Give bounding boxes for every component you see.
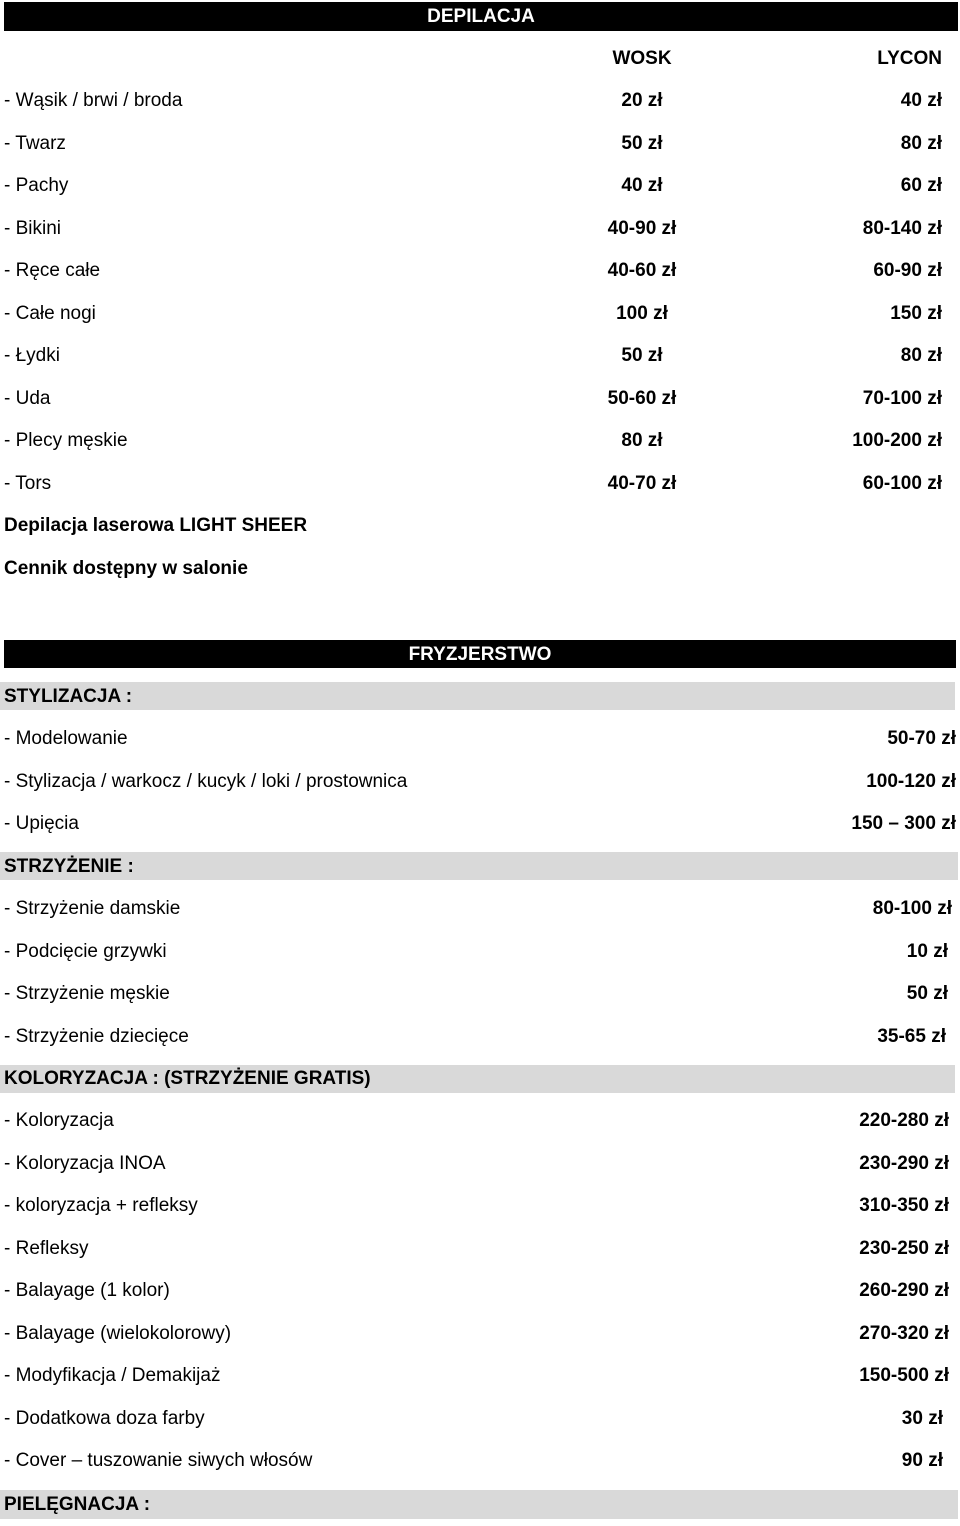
list-item — [0, 420, 960, 462]
item-label: - Uda — [4, 388, 51, 409]
list-item — [0, 1100, 960, 1142]
item-label: - Wąsik / brwi / broda — [4, 90, 183, 111]
fryzjerstwo-title: FRYZJERSTWO — [408, 644, 552, 665]
item-label: - Twarz — [4, 133, 66, 154]
list-item — [0, 973, 960, 1015]
depilacja-header-bar — [4, 2, 958, 31]
item-label: - Ręce całe — [4, 260, 101, 281]
list-item — [0, 165, 960, 207]
item-label: - Pachy — [4, 175, 69, 196]
wosk-price: 100 zł — [616, 303, 668, 324]
wosk-price: 50-60 zł — [607, 388, 677, 409]
item-label: - Bikini — [4, 218, 62, 239]
lycon-price: 70-100 zł — [862, 388, 942, 409]
item-price: 30 zł — [901, 1408, 943, 1429]
item-price: 35-65 zł — [877, 1026, 946, 1047]
list-item — [0, 1016, 960, 1058]
item-price: 270-320 zł — [859, 1323, 949, 1344]
item-label: - Refleksy — [4, 1238, 89, 1259]
wosk-price: 40-60 zł — [607, 260, 677, 281]
stylizacja-header-row — [0, 676, 960, 718]
item-price: 310-350 zł — [859, 1195, 949, 1216]
list-item — [0, 123, 960, 165]
col-wosk-header: WOSK — [612, 48, 672, 69]
strzyzenie-header-row — [0, 846, 960, 888]
wosk-price: 40-70 zł — [607, 473, 677, 494]
pielegnacja-header: PIELĘGNACJA : — [4, 1494, 151, 1515]
pielegnacja-header-row — [0, 1484, 960, 1526]
list-item — [0, 1143, 960, 1185]
wosk-price: 50 zł — [621, 133, 663, 154]
item-label: - Plecy męskie — [4, 430, 128, 451]
item-price: 220-280 zł — [859, 1110, 949, 1131]
item-label: - Dodatkowa doza farby — [4, 1408, 205, 1429]
item-label: - Balayage (wielokolorowy) — [4, 1323, 232, 1344]
list-item — [0, 378, 960, 420]
list-item — [0, 1398, 960, 1440]
list-item — [0, 888, 960, 930]
item-price: 150-500 zł — [859, 1365, 949, 1386]
item-label: - koloryzacja + refleksy — [4, 1195, 198, 1216]
item-price: 50-70 zł — [887, 728, 956, 749]
laser-note: Cennik dostępny w salonie — [4, 558, 248, 579]
item-label: - Modyfikacja / Demakijaż — [4, 1365, 221, 1386]
laser-note-row — [0, 548, 960, 590]
depilacja-column-headers — [0, 38, 960, 80]
item-price: 90 zł — [901, 1450, 943, 1471]
lycon-price: 60-100 zł — [862, 473, 942, 494]
item-price: 150 – 300 zł — [851, 813, 956, 834]
depilacja-title: DEPILACJA — [427, 6, 535, 27]
list-item — [0, 803, 960, 845]
list-item — [0, 761, 960, 803]
item-price: 80-100 zł — [872, 898, 952, 919]
item-price: 50 zł — [906, 983, 948, 1004]
wosk-price: 40 zł — [621, 175, 663, 196]
lycon-price: 100-200 zł — [852, 430, 942, 451]
lycon-price: 80 zł — [900, 133, 942, 154]
lycon-price: 80-140 zł — [862, 218, 942, 239]
fryzjerstwo-header-bar — [4, 640, 956, 668]
wosk-price: 50 zł — [621, 345, 663, 366]
list-item — [0, 931, 960, 973]
list-item — [0, 293, 960, 335]
laser-title: Depilacja laserowa LIGHT SHEER — [4, 515, 308, 536]
stylizacja-header: STYLIZACJA : — [4, 686, 133, 707]
list-item — [0, 1440, 960, 1482]
list-item — [0, 463, 960, 505]
wosk-price: 20 zł — [621, 90, 663, 111]
list-item — [0, 1355, 960, 1397]
item-label: - Modelowanie — [4, 728, 128, 749]
item-label: - Strzyżenie męskie — [4, 983, 170, 1004]
koloryzacja-header: KOLORYZACJA : (STRZYŻENIE GRATIS) — [4, 1068, 371, 1089]
item-label: - Cover – tuszowanie siwych włosów — [4, 1450, 313, 1471]
item-label: - Tors — [4, 473, 52, 494]
item-label: - Podcięcie grzywki — [4, 941, 167, 962]
strzyzenie-header: STRZYŻENIE : — [4, 856, 134, 877]
list-item — [0, 80, 960, 122]
item-label: - Łydki — [4, 345, 60, 366]
item-price: 10 zł — [906, 941, 948, 962]
col-lycon-header: LYCON — [877, 48, 942, 69]
laser-title-row — [0, 505, 960, 547]
item-label: - Koloryzacja INOA — [4, 1153, 166, 1174]
list-item — [0, 1313, 960, 1355]
item-label: - Strzyżenie dziecięce — [4, 1026, 189, 1047]
item-price: 230-250 zł — [859, 1238, 949, 1259]
lycon-price: 60 zł — [900, 175, 942, 196]
koloryzacja-header-row — [0, 1058, 960, 1100]
lycon-price: 150 zł — [890, 303, 942, 324]
wosk-price: 80 zł — [621, 430, 663, 451]
item-price: 260-290 zł — [859, 1280, 949, 1301]
list-item — [0, 1270, 960, 1312]
item-label: - Balayage (1 kolor) — [4, 1280, 170, 1301]
item-label: - Koloryzacja — [4, 1110, 114, 1131]
item-label: - Upięcia — [4, 813, 79, 834]
wosk-price: 40-90 zł — [607, 218, 677, 239]
lycon-price: 60-90 zł — [873, 260, 942, 281]
list-item — [0, 1185, 960, 1227]
item-label: - Stylizacja / warkocz / kucyk / loki / prostownica — [4, 771, 408, 792]
item-price: 230-290 zł — [859, 1153, 949, 1174]
list-item — [0, 208, 960, 250]
list-item — [0, 335, 960, 377]
lycon-price: 40 zł — [900, 90, 942, 111]
item-label: - Strzyżenie damskie — [4, 898, 181, 919]
lycon-price: 80 zł — [900, 345, 942, 366]
item-label: - Całe nogi — [4, 303, 96, 324]
item-price: 100-120 zł — [866, 771, 956, 792]
list-item — [0, 1228, 960, 1270]
list-item — [0, 250, 960, 292]
list-item — [0, 718, 960, 760]
